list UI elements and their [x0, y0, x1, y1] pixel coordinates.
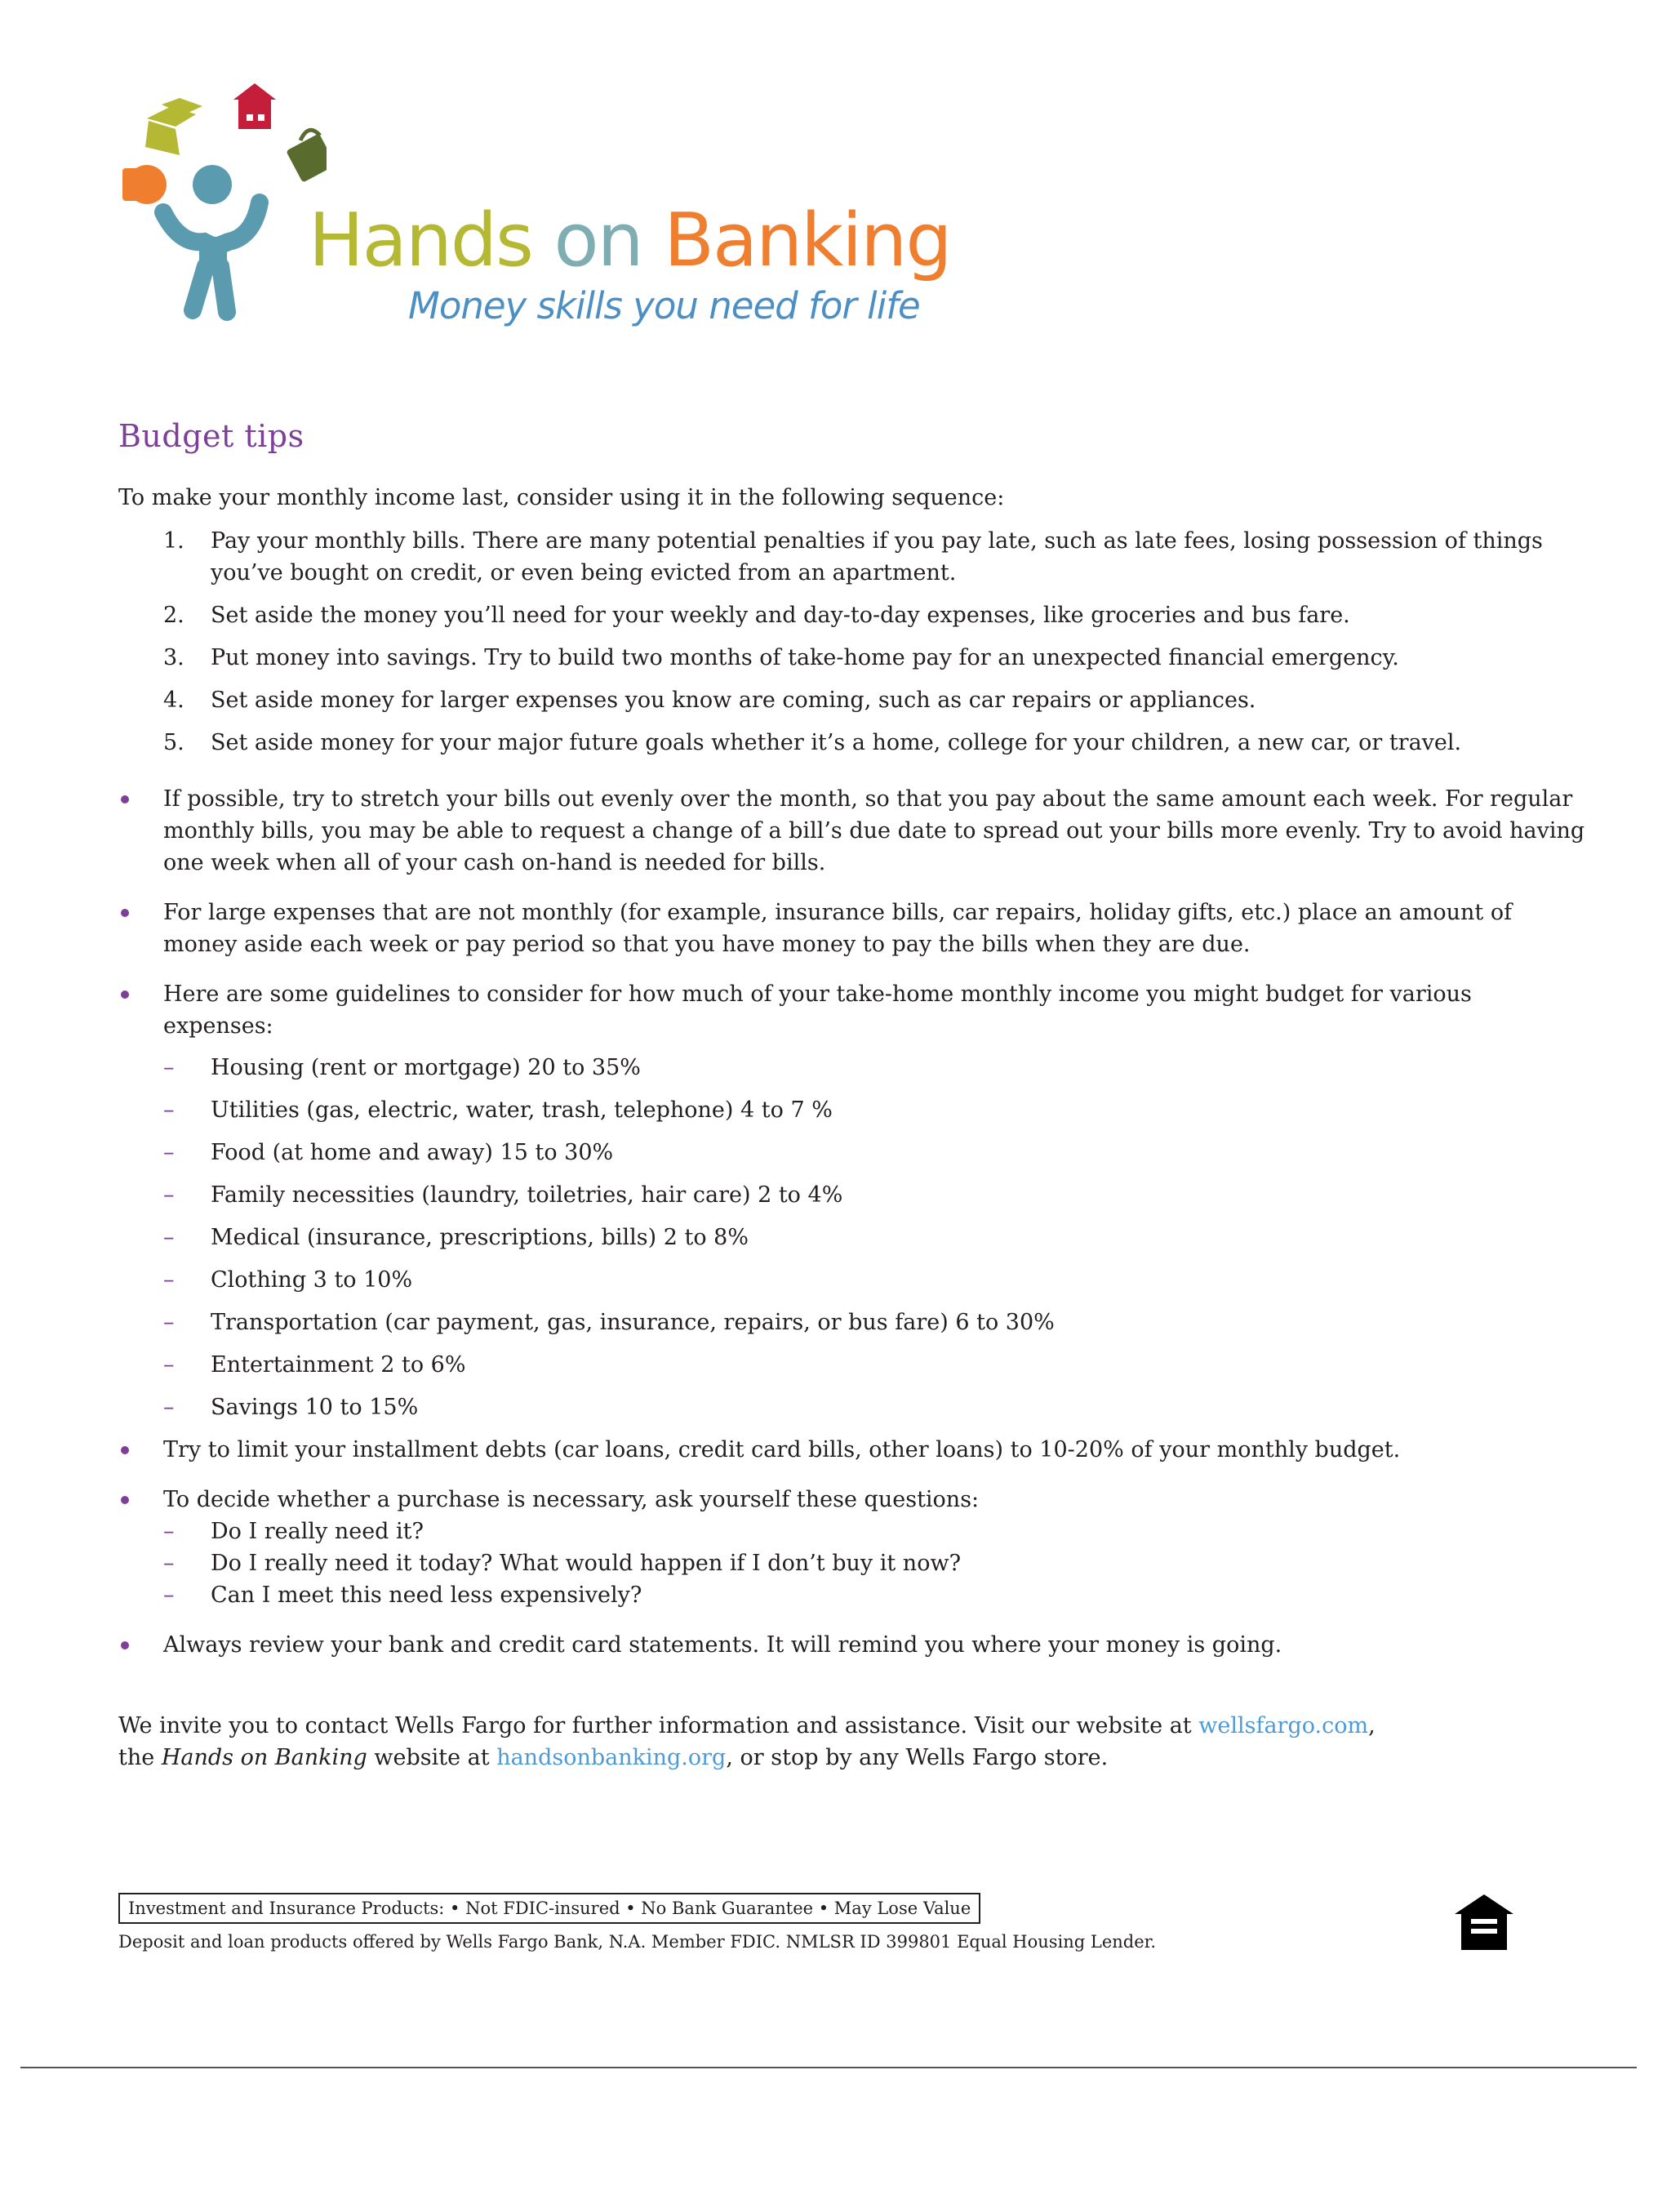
sub-list-item [163, 1579, 1588, 1611]
bullet-text: Try to limit your installment debts (car loans, credit card bills, other loans) to 10-20% of your monthly budget. [163, 1437, 1401, 1462]
list-number: 2. [163, 603, 184, 628]
budget-guidelines-list [163, 1052, 1588, 1423]
sub-item-text: Food (at home and away) 15 to 30% [211, 1140, 614, 1165]
sub-list-item [163, 1052, 1588, 1084]
sub-list-item [163, 1307, 1588, 1338]
main-content [118, 418, 1588, 1774]
page-title: Budget tips [118, 418, 304, 454]
list-item-text: Pay your monthly bills. There are many potential penalties if you pay late, such as late fees, losing possession of things you’ve bought on credit, or even being evicted from an apartment. [211, 528, 1543, 585]
investment-disclaimer: Investment and Insurance Products: • Not FDIC-insured • No Bank Guarantee • May Lose Value [118, 1893, 980, 1924]
handsonbanking-link[interactable]: handsonbanking.org [496, 1745, 727, 1770]
sub-list-item [163, 1137, 1588, 1169]
bullet-icon [121, 1446, 129, 1454]
sub-list-item [163, 1222, 1588, 1253]
sub-item-text: Can I meet this need less expensively? [211, 1583, 642, 1608]
bullet-text: For large expenses that are not monthly (for example, insurance bills, car repairs, holiday gifts, etc.) place an amount of money aside each week or pay period so that you have money to pay the bills when they are due. [163, 900, 1513, 957]
sub-item-text: Housing (rent or mortgage) 20 to 35% [211, 1055, 641, 1080]
bullet-item [118, 978, 1588, 1423]
dash-icon: – [163, 1352, 175, 1378]
fdic-fine-print: Deposit and loan products offered by Wells Fargo Bank, N.A. Member FDIC. NMLSR ID 399801 Equal Housing Lender. [118, 1932, 1157, 1952]
sub-list-item [163, 1349, 1588, 1381]
bullet-text: Always review your bank and credit card statements. It will remind you where your money is going. [163, 1632, 1282, 1658]
dash-icon: – [163, 1519, 175, 1544]
list-item [118, 599, 1588, 631]
dash-icon: – [163, 1182, 175, 1208]
list-item-text: Set aside money for larger expenses you know are coming, such as car repairs or appliances. [211, 688, 1256, 713]
sub-list-item [163, 1264, 1588, 1296]
list-number: 3. [163, 645, 184, 670]
dash-icon: – [163, 1267, 175, 1293]
list-item-text: Put money into savings. Try to build two months of take-home pay for an unexpected financial emergency. [211, 645, 1399, 670]
dash-icon: – [163, 1097, 175, 1123]
bullet-icon [121, 1641, 129, 1649]
bullet-icon [121, 990, 129, 999]
contact-paragraph [118, 1710, 1588, 1774]
sub-list-item [163, 1179, 1588, 1211]
dash-icon: – [163, 1055, 175, 1080]
sub-item-text: Medical (insurance, prescriptions, bills) 2 to 8% [211, 1225, 749, 1250]
bullet-icon [121, 1496, 129, 1504]
list-item [118, 525, 1588, 589]
contact-text: website at [367, 1745, 497, 1770]
contact-text: the [118, 1745, 162, 1770]
tips-list [118, 783, 1588, 1661]
juggler-icon [114, 82, 327, 327]
sub-item-text: Transportation (car payment, gas, insurance, repairs, or bus fare) 6 to 30% [211, 1310, 1055, 1335]
sub-item-text: Entertainment 2 to 6% [211, 1352, 466, 1378]
logo-word-on: on [553, 198, 642, 283]
list-item [118, 684, 1588, 716]
bullet-text: To decide whether a purchase is necessary, ask yourself these questions: [163, 1487, 980, 1512]
bullet-item [118, 897, 1588, 960]
purchase-questions-list [163, 1516, 1588, 1611]
list-item-text: Set aside the money you’ll need for your weekly and day-to-day expenses, like groceries and bus fare. [211, 603, 1350, 628]
hands-on-banking-name: Hands on Banking [161, 1745, 367, 1770]
contact-text: , [1368, 1713, 1376, 1738]
sub-list-item [163, 1094, 1588, 1126]
sub-item-text: Utilities (gas, electric, water, trash, telephone) 4 to 7 % [211, 1097, 833, 1123]
logo-title [309, 198, 951, 283]
intro-text: To make your monthly income last, consider using it in the following sequence: [118, 485, 1005, 510]
bullet-text: If possible, try to stretch your bills out evenly over the month, so that you pay about the same amount each week. For regular monthly bills, you may be able to request a change of a bill’s due date to spread out your bills more evenly. Try to avoid having one week when all of your cash on-hand is needed for bills. [163, 786, 1585, 875]
dash-icon: – [163, 1551, 175, 1576]
sequence-list [118, 525, 1588, 759]
list-item-text: Set aside money for your major future goals whether it’s a home, college for your children, a new car, or travel. [211, 730, 1462, 755]
bullet-item [118, 783, 1588, 879]
bullet-icon [121, 909, 129, 917]
dash-icon: – [163, 1310, 175, 1335]
list-number: 1. [163, 528, 184, 554]
sub-item-text: Savings 10 to 15% [211, 1395, 419, 1420]
bullet-item [118, 1484, 1588, 1611]
sub-item-text: Do I really need it today? What would happen if I don’t buy it now? [211, 1551, 962, 1576]
wellsfargo-link[interactable]: wellsfargo.com [1198, 1713, 1369, 1738]
list-number: 4. [163, 688, 184, 713]
page-divider [20, 2067, 1637, 2068]
sub-list-item [163, 1391, 1588, 1423]
dash-icon: – [163, 1583, 175, 1608]
bullet-item [118, 1629, 1588, 1661]
sub-item-text: Family necessities (laundry, toiletries, hair care) 2 to 4% [211, 1182, 843, 1208]
logo-word-banking: Banking [664, 198, 951, 283]
list-item [118, 642, 1588, 674]
bullet-item [118, 1434, 1588, 1466]
sub-list-item [163, 1547, 1588, 1579]
dash-icon: – [163, 1140, 175, 1165]
bullet-text: Here are some guidelines to consider for how much of your take-home monthly income you might budget for various expenses: [163, 982, 1472, 1039]
contact-text: We invite you to contact Wells Fargo for further information and assistance. Visit our website at [118, 1713, 1199, 1738]
dash-icon: – [163, 1395, 175, 1420]
sub-list-item [163, 1516, 1588, 1547]
sub-item-text: Clothing 3 to 10% [211, 1267, 413, 1293]
logo-word-hands: Hands [309, 198, 532, 283]
bullet-icon [121, 795, 129, 804]
hands-on-banking-logo [114, 82, 980, 343]
dash-icon: – [163, 1225, 175, 1250]
contact-text: , or stop by any Wells Fargo store. [726, 1745, 1109, 1770]
equal-housing-lender-icon [1453, 1893, 1515, 1952]
sub-item-text: Do I really need it? [211, 1519, 424, 1544]
logo-tagline: Money skills you need for life [408, 284, 920, 327]
list-item [118, 727, 1588, 759]
list-number: 5. [163, 730, 184, 755]
